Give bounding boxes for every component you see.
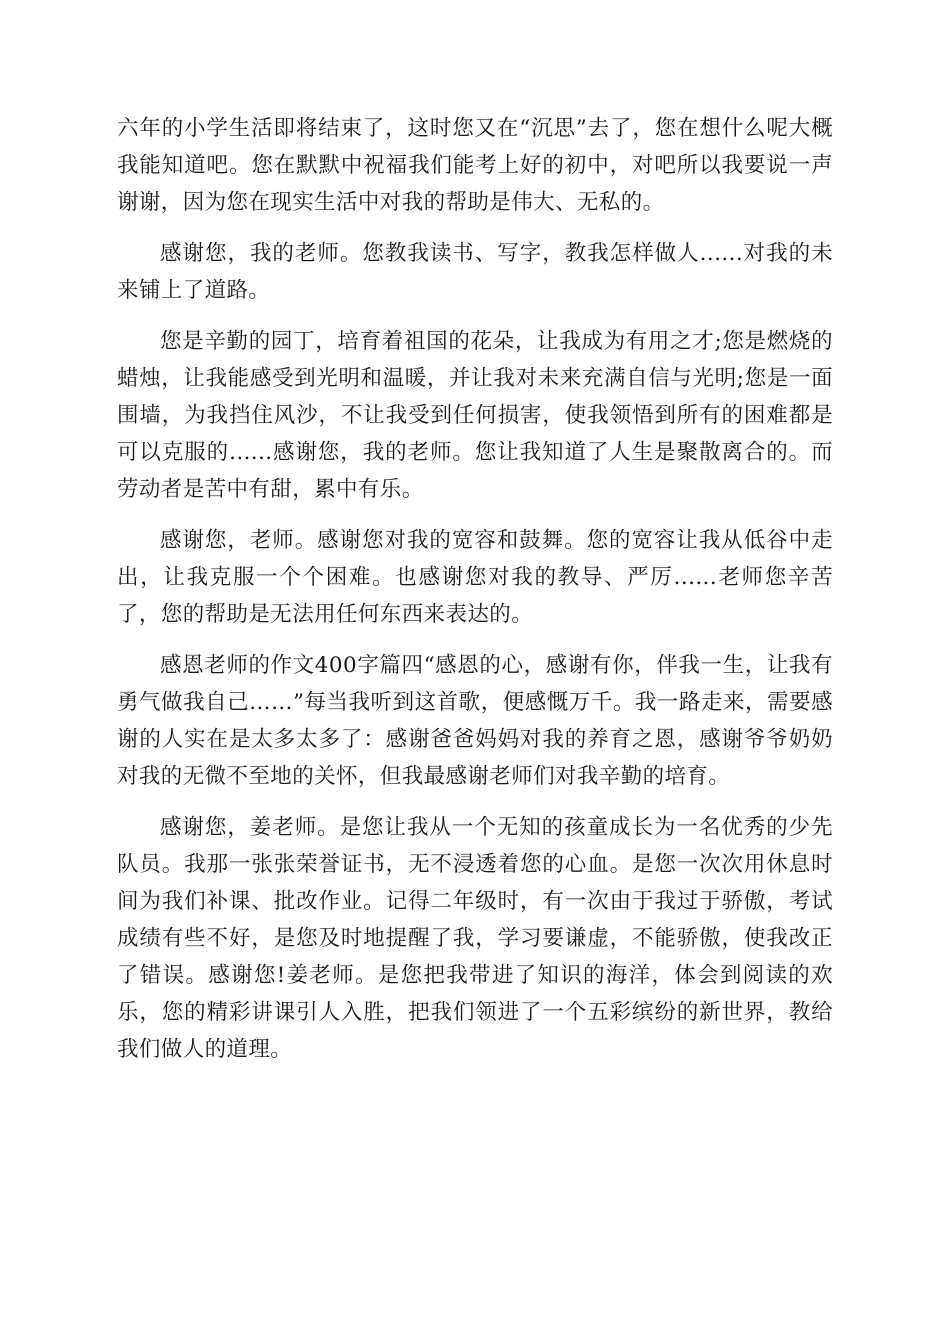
paragraph-3: 您是辛勤的园丁，培育着祖国的花朵，让我成为有用之才;您是燃烧的蜡烛，让我能感受到光明和温暖，并让我对未来充满自信与光明;您是一面围墙，为我挡住风沙，不让我受到任何损害，使我领悟到所有的困难都是可以克服的......感谢您，我的老师。您让我知道了人生是聚散离合的。而劳动者是苦中有甜，累中有乐。 — [117, 329, 833, 502]
essay-body — [117, 110, 833, 1082]
paragraph-1: 六年的小学生活即将结束了，这时您又在“沉思”去了，您在想什么呢大概我能知道吧。您在默默中祝福我们能考上好的初中，对吧所以我要说一声谢谢，因为您在现实生活中对我的帮助是伟大、无私的。 — [117, 116, 833, 215]
paragraph-6: 感谢您，姜老师。是您让我从一个无知的孩童成长为一名优秀的少先队员。我那一张张荣誉证书，无不浸透着您的心血。是您一次次用休息时间为我们补课、批改作业。记得二年级时，有一次由于我过于骄傲，考试成绩有些不好，是您及时地提醒了我，学习要谦虚，不能骄傲，使我改正了错误。感谢您!姜老师。是您把我带进了知识的海洋，体会到阅读的欢乐，您的精彩讲课引人入胜，把我们领进了一个五彩缤纷的新世界，教给我们做人的道理。 — [117, 815, 833, 1062]
paragraph-5: 感恩老师的作文400字篇四“感恩的心，感谢有你，伴我一生，让我有勇气做我自己……”每当我听到这首歌，便感慨万千。我一路走来，需要感谢的人实在是太多太多了：感谢爸爸妈妈对我的养育之恩，感谢爷爷奶奶对我的无微不至地的关怀，但我最感谢老师们对我辛勤的培育。 — [117, 653, 833, 789]
paragraph-4: 感谢您，老师。感谢您对我的宽容和鼓舞。您的宽容让我从低谷中走出，让我克服一个个困难。也感谢您对我的教导、严厉......老师您辛苦了，您的帮助是无法用任何东西来表达的。 — [117, 528, 833, 627]
paragraph-2: 感谢您，我的老师。您教我读书、写字，教我怎样做人......对我的未来铺上了道路。 — [117, 241, 833, 303]
